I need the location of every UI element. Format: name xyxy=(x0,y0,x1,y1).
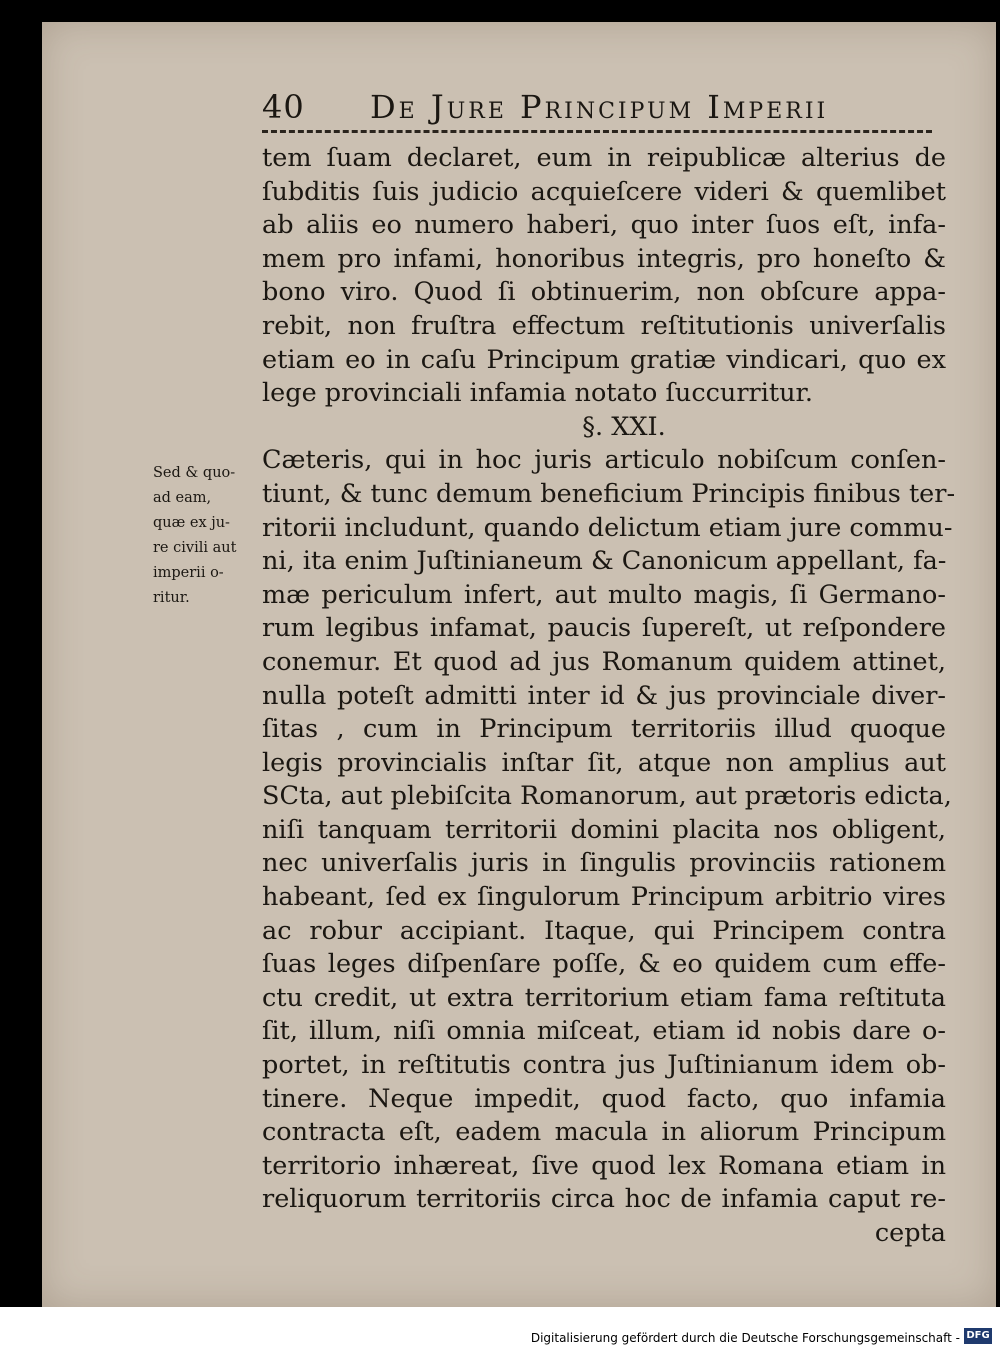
text-line: territorio inhæreat, ſive quod lex Romana etiam in xyxy=(262,1150,946,1181)
text-line: lege provinciali infamia notato ſuccurritur. xyxy=(262,378,814,409)
text-line: rebit, non fruſtra effectum reſtitutionis univerſalis xyxy=(262,310,946,341)
marginal-line: ritur. xyxy=(153,590,190,606)
text-line: contracta eſt, eadem macula in aliorum Principum xyxy=(262,1117,946,1148)
text-line: niſi tanquam territorii domini placita nos obligent, xyxy=(262,814,946,845)
marginal-note xyxy=(153,461,263,611)
marginal-line: Sed & quo- xyxy=(153,465,236,481)
section-heading: §. XXI. xyxy=(582,411,666,442)
text-line: tiunt, & tunc demum beneficium Principis finibus ter- xyxy=(262,478,956,509)
marginal-line: quæ ex ju- xyxy=(153,515,230,531)
text-line: nulla poteſt admitti inter id & jus provinciale diver- xyxy=(262,680,946,711)
text-line: Cæteris, qui in hoc juris articulo nobiſcum conſen- xyxy=(262,445,946,476)
text-line: SCta, aut plebiſcita Romanorum, aut prætoris edicta, xyxy=(262,781,952,812)
text-line: rum legibus infamat, paucis ſupereſt, ut reſpondere xyxy=(262,613,946,644)
text-line: tem ſuam declaret, eum in reipublicæ alterius de xyxy=(262,143,946,173)
text-line: ac robur accipiant. Itaque, qui Principem contra xyxy=(262,915,946,946)
text-line: tinere. Neque impedit, quod facto, quo infamia xyxy=(262,1083,946,1114)
text-line: ritorii includunt, quando delictum etiam jure commu- xyxy=(262,512,953,543)
text-line: portet, in reſtitutis contra jus Juſtinianum idem ob- xyxy=(262,1050,946,1081)
text-line: conemur. Et quod ad jus Romanum quidem attinet, xyxy=(262,646,946,677)
text-line: ſuas leges diſpenſare poſſe, & eo quidem cum effe- xyxy=(262,949,946,980)
text-line: bono viro. Quod ſi obtinuerim, non obſcure appa- xyxy=(262,277,946,308)
text-line: mæ periculum infert, aut multo magis, ſi Germano- xyxy=(262,579,946,610)
marginal-line: re civili aut xyxy=(153,540,237,556)
text-line: reliquorum territoriis circa hoc de infamia caput re- xyxy=(262,1184,946,1215)
catchword: cepta xyxy=(874,1218,946,1248)
running-title: De Jure Principum Imperii xyxy=(370,88,829,126)
text-line: ſitas , cum in Principum territoriis illud quoque xyxy=(262,714,946,745)
text-line: habeant, ſed ex ſingulorum Principum arbitrio vires xyxy=(262,882,946,913)
text-line: ni, ita enim Juſtinianeum & Canonicum appellant, fa- xyxy=(262,546,947,577)
header-rule xyxy=(262,130,932,133)
marginal-line: imperii o- xyxy=(153,565,224,581)
text-line: mem pro infami, honoribus integris, pro honeſto & xyxy=(262,243,946,274)
main-text xyxy=(262,142,956,1251)
funding-credit: Digitalisierung gefördert durch die Deutsche Forschungsgemeinschaft - xyxy=(530,1331,960,1345)
text-line: ab aliis eo numero haberi, quo inter ſuos eſt, infa- xyxy=(262,210,946,241)
dfg-logo: DFG xyxy=(964,1328,992,1344)
text-line: nec univerſalis juris in ſingulis provinciis rationem xyxy=(262,848,946,879)
text-line: legis provincialis inſtar ſit, atque non amplius aut xyxy=(262,747,946,778)
text-line: ſubditis ſuis judicio acquieſcere videri & quemlibet xyxy=(262,176,946,207)
footer-bar xyxy=(0,1307,1000,1353)
text-line: ſit, illum, niſi omnia miſceat, etiam id nobis dare o- xyxy=(262,1016,946,1047)
running-header xyxy=(262,88,952,128)
text-line: ctu credit, ut extra territorium etiam fama reſtituta xyxy=(262,982,946,1013)
text-line: etiam eo in caſu Principum gratiæ vindicari, quo ex xyxy=(262,344,946,375)
page-number: 40 xyxy=(262,88,305,126)
marginal-line: ad eam, xyxy=(153,490,212,506)
